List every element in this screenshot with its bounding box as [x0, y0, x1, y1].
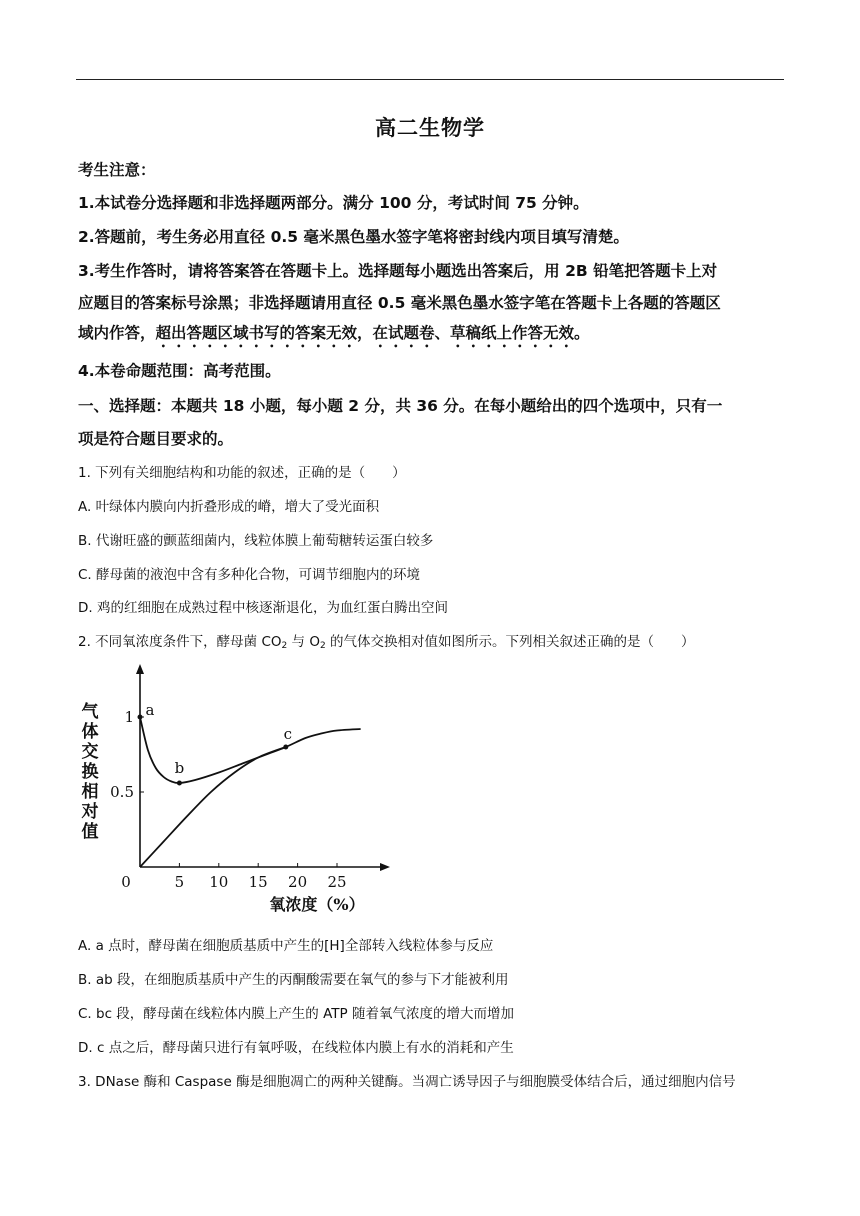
q1-option-b: B. 代谢旺盛的颤蓝细菌内，线粒体膜上葡萄糖转运蛋白较多: [78, 533, 434, 549]
y-axis-label-char: 体: [81, 722, 99, 742]
y-tick-label: 0.5: [110, 783, 134, 801]
y-axis-arrow: [136, 664, 144, 674]
point-label-b: b: [174, 759, 185, 777]
x-tick-label: 25: [327, 873, 347, 891]
point-c: [283, 745, 288, 750]
section-1-line-1: 一、选择题：本题共 18 小题，每小题 2 分，共 36 分。在每小题给出的四个选项中，只有一: [78, 397, 723, 415]
q2-stem: [78, 630, 786, 651]
x-axis-label: 氧浓度（%）: [269, 895, 365, 914]
q2-stem-part-1: 2. 不同氧浓度条件下，酵母菌 CO: [78, 634, 282, 650]
q1-option-a: A. 叶绿体内膜向内折叠形成的嵴，增大了受光面积: [78, 499, 380, 515]
notice-heading: 考生注意：: [78, 161, 156, 179]
section-1-line-2: 项是符合题目要求的。: [78, 430, 234, 448]
point-a: [138, 715, 143, 720]
notice-item-3-line-3: [78, 321, 786, 351]
notice-item-3-emphasis: 超出答题区域书写的答案无效，在试题卷、草稿纸上作答无效: [155, 324, 575, 342]
notice-item-3-line-2: 应题目的答案标号涂黑；非选择题请用直径 0.5 毫米黑色墨水签字笔在答题卡上各题的答题区: [78, 294, 721, 312]
x-axis-arrow: [380, 863, 390, 871]
y-axis-label-char: 交: [81, 742, 99, 762]
notice-item-3-end: 。: [574, 324, 590, 342]
x-tick-label: 5: [174, 873, 185, 891]
point-label-a: a: [145, 701, 155, 719]
y-axis-label-char: 气: [81, 702, 99, 722]
y-axis-label-char: 换: [81, 762, 99, 782]
q2-subscript-1: 2: [281, 641, 288, 651]
x-tick-label: 15: [248, 873, 268, 891]
q2-option-c: C. bc 段，酵母菌在线粒体内膜上产生的 ATP 随着氧气浓度的增大而增加: [78, 1006, 514, 1022]
q2-stem-part-3: 的气体交换相对值如图所示。下列相关叙述正确的是（ ）: [325, 634, 695, 650]
q2-option-b: B. ab 段，在细胞质基质中产生的丙酮酸需要在氧气的参与下才能被利用: [78, 972, 509, 988]
notice-item-4: 4.本卷命题范围：高考范围。: [78, 362, 281, 380]
q2-option-a: A. a 点时，酵母菌在细胞质基质中产生的[H]全部转入线粒体参与反应: [78, 938, 494, 954]
q1-option-c: C. 酵母菌的液泡中含有多种化合物，可调节细胞内的环境: [78, 567, 421, 583]
notice-item-3-plain: 域内作答，: [78, 324, 156, 342]
y-axis-label-char: 对: [81, 802, 99, 822]
x-tick-label: 20: [288, 873, 308, 891]
y-tick-label: 1: [124, 708, 134, 726]
x-tick-label: 0: [121, 873, 131, 891]
notice-item-2: 2.答题前，考生务必用直径 0.5 毫米黑色墨水签字笔将密封线内项目填写清楚。: [78, 228, 629, 246]
q2-option-d: D. c 点之后，酵母菌只进行有氧呼吸，在线粒体内膜上有水的消耗和产生: [78, 1040, 514, 1056]
y-axis-label-char: 值: [81, 822, 99, 842]
q1-stem: 1. 下列有关细胞结构和功能的叙述，正确的是（ ）: [78, 465, 406, 481]
y-axis-label-char: 相: [81, 782, 99, 802]
q1-option-d: D. 鸡的红细胞在成熟过程中核逐渐退化，为血红蛋白腾出空间: [78, 600, 448, 616]
point-label-c: c: [283, 725, 292, 743]
q2-stem-part-2: 与 O: [287, 634, 320, 650]
q2-subscript-2: 2: [319, 641, 326, 651]
page-title: 高二生物学: [375, 116, 485, 140]
header-rule: [76, 79, 784, 80]
gas-exchange-chart: [70, 662, 400, 922]
point-b: [177, 781, 182, 786]
o2-curve: [140, 747, 286, 867]
notice-item-1: 1.本试卷分选择题和非选择题两部分。满分 100 分，考试时间 75 分钟。: [78, 194, 589, 212]
notice-item-3-line-1: 3.考生作答时，请将答案答在答题卡上。选择题每小题选出答案后，用 2B 铅笔把答题卡上对: [78, 262, 718, 280]
co2-curve: [140, 717, 361, 783]
x-tick-label: 10: [209, 873, 229, 891]
q3-stem: 3. DNase 酶和 Caspase 酶是细胞凋亡的两种关键酶。当凋亡诱导因子与细胞膜受体结合后，通过细胞内信号: [78, 1074, 736, 1090]
